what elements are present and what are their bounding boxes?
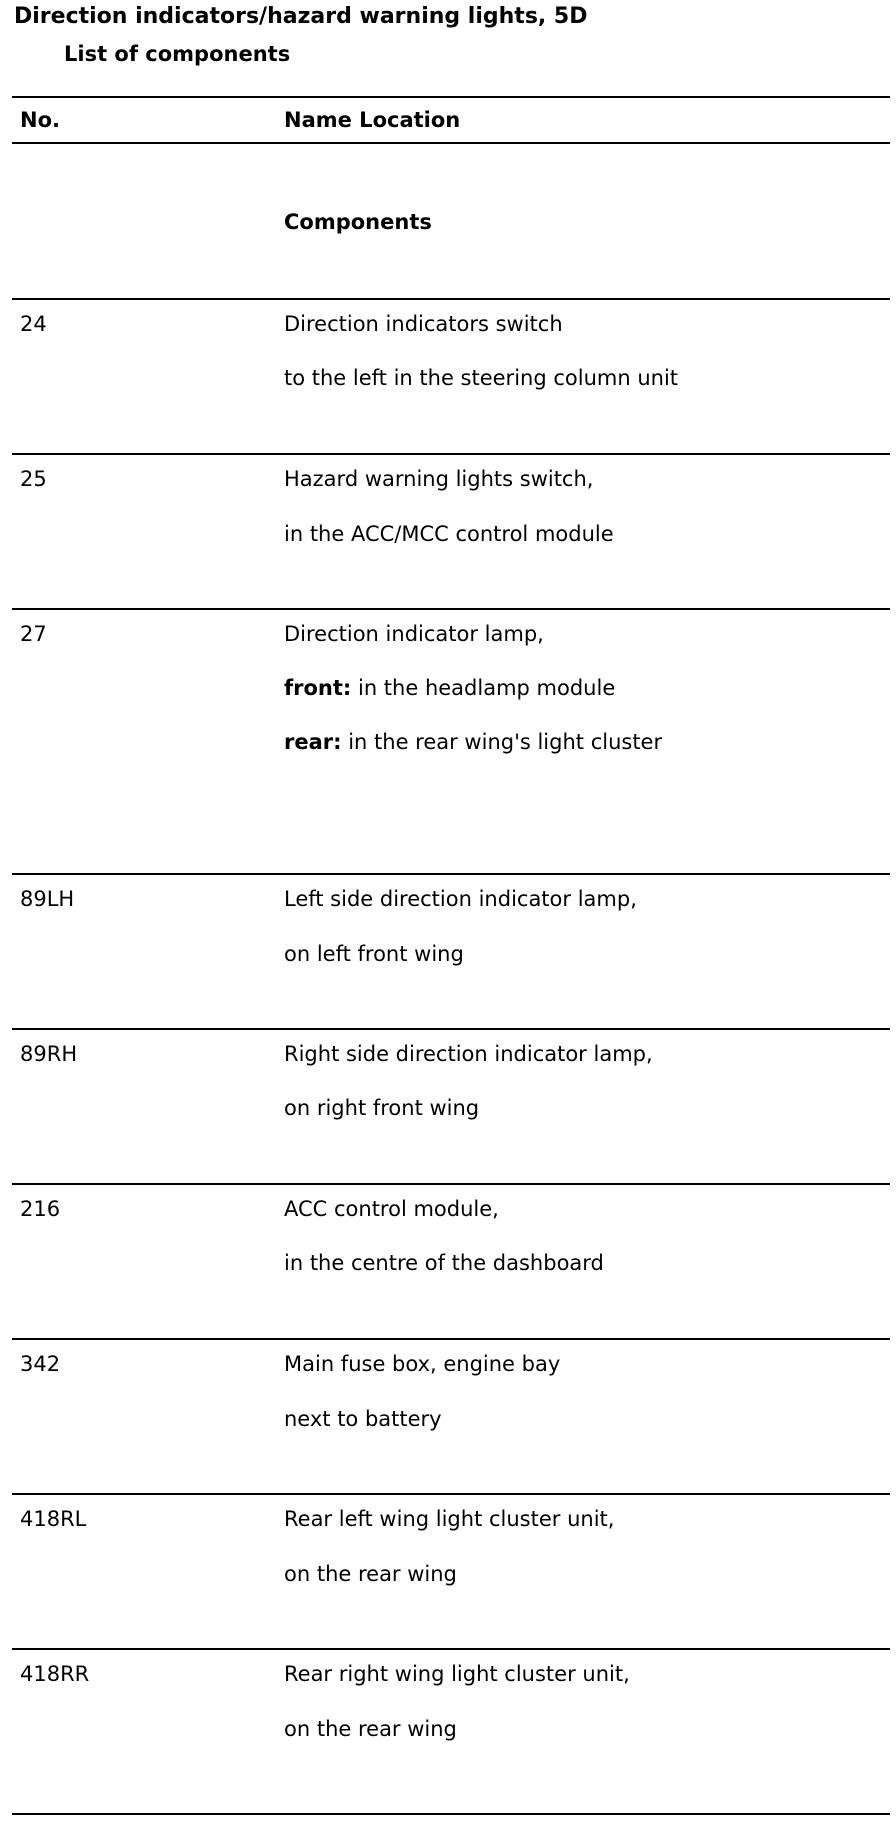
row-divider (12, 298, 890, 300)
row-divider (12, 1648, 890, 1650)
component-name: Left side direction indicator lamp, (284, 887, 637, 911)
component-location: on the rear wing (284, 1717, 457, 1741)
component-name: ACC control module, (284, 1197, 499, 1221)
rear-location-text: in the rear wing's light cluster (341, 730, 663, 754)
component-location: on right front wing (284, 1096, 480, 1120)
component-location-rear (284, 728, 662, 756)
front-label: front: (284, 676, 352, 700)
row-divider (12, 1338, 890, 1340)
header-no: No. (20, 108, 60, 132)
table-bottom-rule (12, 1813, 890, 1815)
component-name: Direction indicator lamp, (284, 622, 544, 646)
row-number: 89LH (20, 887, 75, 911)
component-name: Direction indicators switch (284, 312, 563, 336)
row-divider (12, 873, 890, 875)
section-label-components: Components (284, 210, 432, 234)
component-name: Main fuse box, engine bay (284, 1352, 561, 1376)
front-location-text: in the headlamp module (351, 676, 616, 700)
component-name: Right side direction indicator lamp, (284, 1042, 653, 1066)
rear-label: rear: (284, 730, 342, 754)
table-top-rule (12, 96, 890, 98)
component-name: Rear left wing light cluster unit, (284, 1507, 615, 1531)
row-divider (12, 453, 890, 455)
header-bottom-rule (12, 142, 890, 144)
component-location: to the left in the steering column unit (284, 366, 679, 390)
document-subtitle: List of components (64, 42, 291, 66)
component-location: in the centre of the dashboard (284, 1251, 604, 1275)
component-location-front (284, 674, 615, 702)
component-location: next to battery (284, 1407, 442, 1431)
row-divider (12, 608, 890, 610)
row-number: 25 (20, 467, 47, 491)
row-number: 342 (20, 1352, 61, 1376)
header-name-location: Name Location (284, 108, 461, 132)
component-name: Hazard warning lights switch, (284, 467, 594, 491)
row-number: 27 (20, 622, 47, 646)
row-number: 418RL (20, 1507, 87, 1531)
row-number: 418RR (20, 1662, 90, 1686)
row-divider (12, 1183, 890, 1185)
row-number: 24 (20, 312, 47, 336)
document-title: Direction indicators/hazard warning lights, 5D (14, 4, 588, 29)
row-divider (12, 1493, 890, 1495)
component-location: on left front wing (284, 942, 464, 966)
row-divider (12, 1028, 890, 1030)
component-location: on the rear wing (284, 1562, 457, 1586)
component-location: in the ACC/MCC control module (284, 522, 614, 546)
component-name: Rear right wing light cluster unit, (284, 1662, 630, 1686)
row-number: 216 (20, 1197, 61, 1221)
row-number: 89RH (20, 1042, 78, 1066)
